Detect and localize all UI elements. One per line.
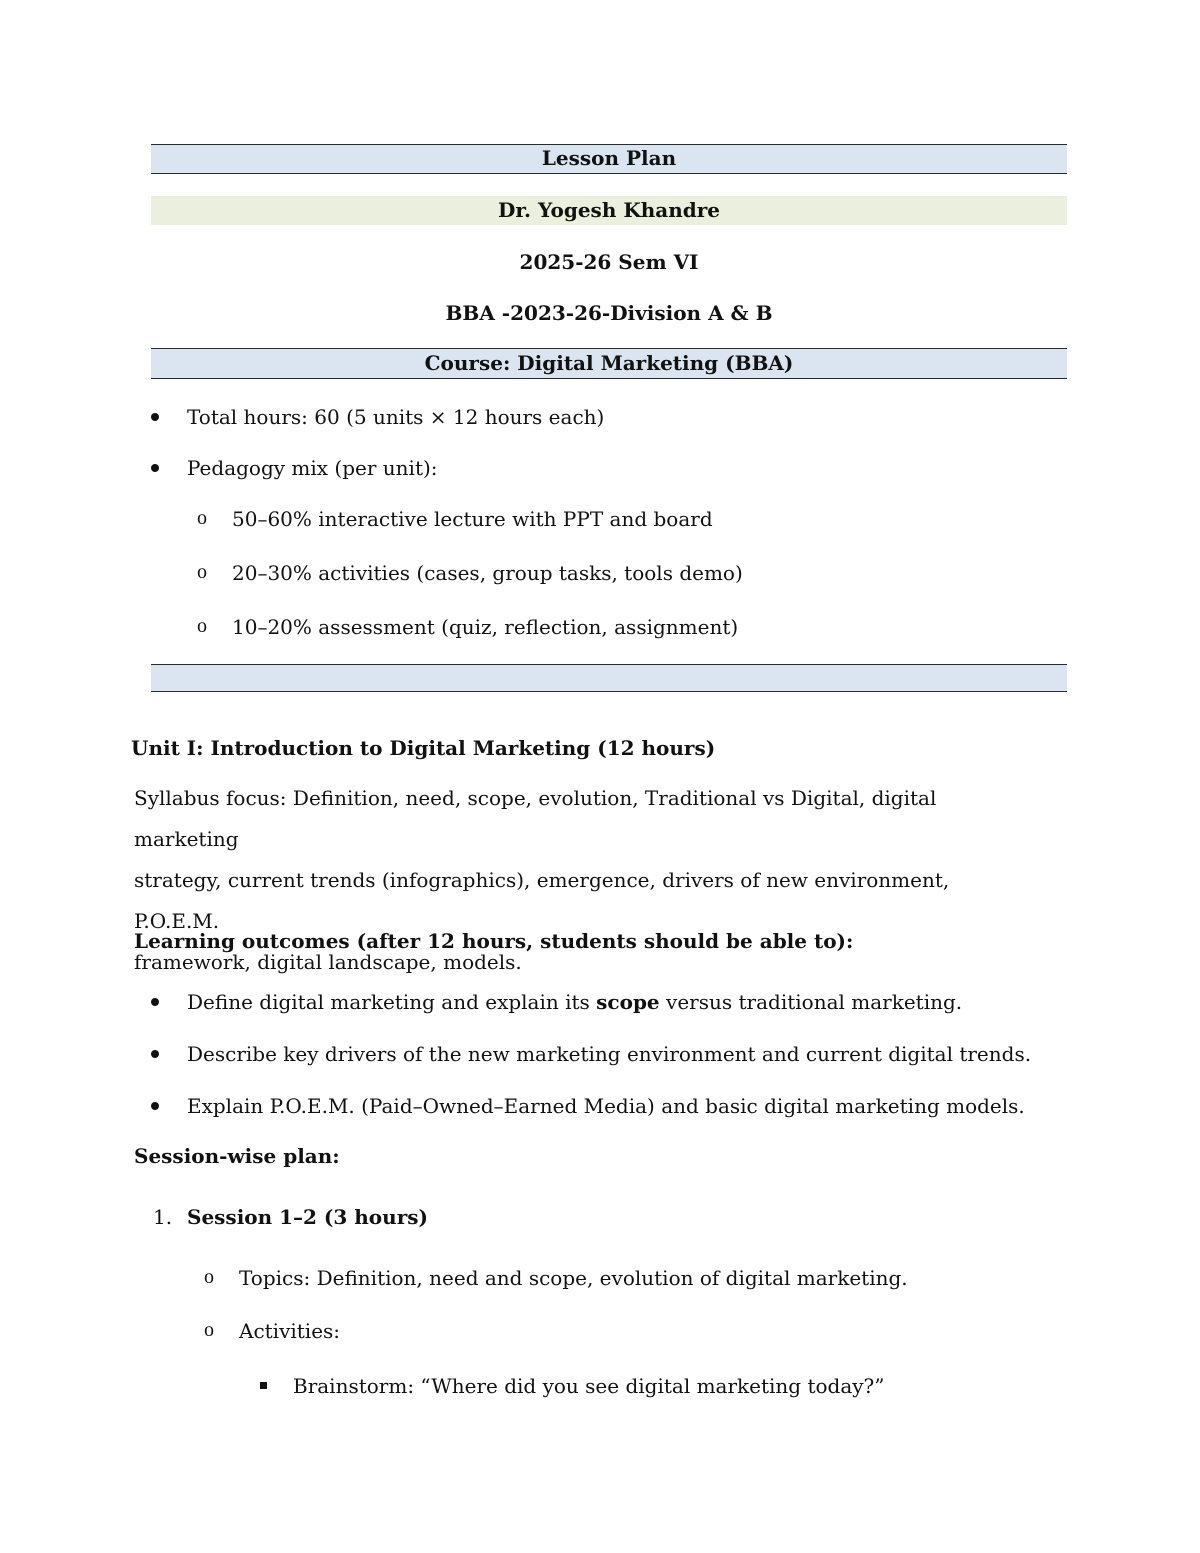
bullet-dot <box>151 998 159 1006</box>
circle-bullet: o <box>197 561 207 583</box>
author-name: Dr. Yogesh Khandre <box>498 198 720 222</box>
pedagogy-assessment: 10–20% assessment (quiz, reflection, assignment) <box>232 615 739 639</box>
outcome-emphasis: scope <box>596 990 660 1014</box>
program-line: BBA -2023-26-Division A & B <box>445 301 773 325</box>
pedagogy-activities: 20–30% activities (cases, group tasks, tools demo) <box>232 561 743 585</box>
session-number: 1. <box>153 1205 173 1229</box>
bullet-dot <box>151 1050 159 1058</box>
circle-bullet: o <box>204 1266 214 1288</box>
session-activity: Brainstorm: “Where did you see digital marketing today?” <box>293 1374 885 1398</box>
outcome-item: Describe key drivers of the new marketing environment and current digital trends. <box>187 1042 1032 1066</box>
circle-bullet: o <box>197 615 207 637</box>
term-line: 2025-26 Sem VI <box>519 250 699 274</box>
course-title: Course: Digital Marketing (BBA) <box>424 351 794 375</box>
syllabus-line: Syllabus focus: Definition, need, scope, evolution, Traditional vs Digital, digital marketing <box>134 786 937 851</box>
outcome-text: Define digital marketing and explain its <box>187 990 590 1014</box>
outcome-item: Explain P.O.E.M. (Paid–Owned–Earned Media) and basic digital marketing models. <box>187 1094 1025 1118</box>
session-topics: Topics: Definition, need and scope, evolution of digital marketing. <box>239 1266 908 1290</box>
course-band <box>151 348 1067 379</box>
session-activities-label: Activities: <box>239 1319 341 1343</box>
circle-bullet: o <box>197 507 207 529</box>
outcomes-heading: Learning outcomes (after 12 hours, students should be able to): <box>134 929 854 953</box>
outcome-text: versus traditional marketing. <box>666 990 963 1014</box>
square-bullet <box>260 1382 267 1389</box>
unit-heading: Unit I: Introduction to Digital Marketing (12 hours) <box>131 736 716 760</box>
bullet-dot <box>151 413 159 421</box>
session-title: Session 1–2 (3 hours) <box>187 1205 428 1229</box>
circle-bullet: o <box>204 1319 214 1341</box>
syllabus-line: framework, digital landscape, models. <box>134 950 522 974</box>
pedagogy-item: Pedagogy mix (per unit): <box>187 456 438 480</box>
session-plan-heading: Session-wise plan: <box>134 1144 340 1168</box>
divider-band <box>151 664 1067 692</box>
pedagogy-lecture: 50–60% interactive lecture with PPT and board <box>232 507 713 531</box>
total-hours-item: Total hours: 60 (5 units × 12 hours each) <box>187 405 605 429</box>
author-band <box>151 196 1067 225</box>
outcome-item <box>187 990 962 1014</box>
document-title: Lesson Plan <box>541 146 677 170</box>
bullet-dot <box>151 464 159 472</box>
bullet-dot <box>151 1102 159 1110</box>
title-band <box>151 144 1067 174</box>
syllabus-line: strategy, current trends (infographics), emergence, drivers of new environment, P.O.E.M. <box>134 868 950 933</box>
